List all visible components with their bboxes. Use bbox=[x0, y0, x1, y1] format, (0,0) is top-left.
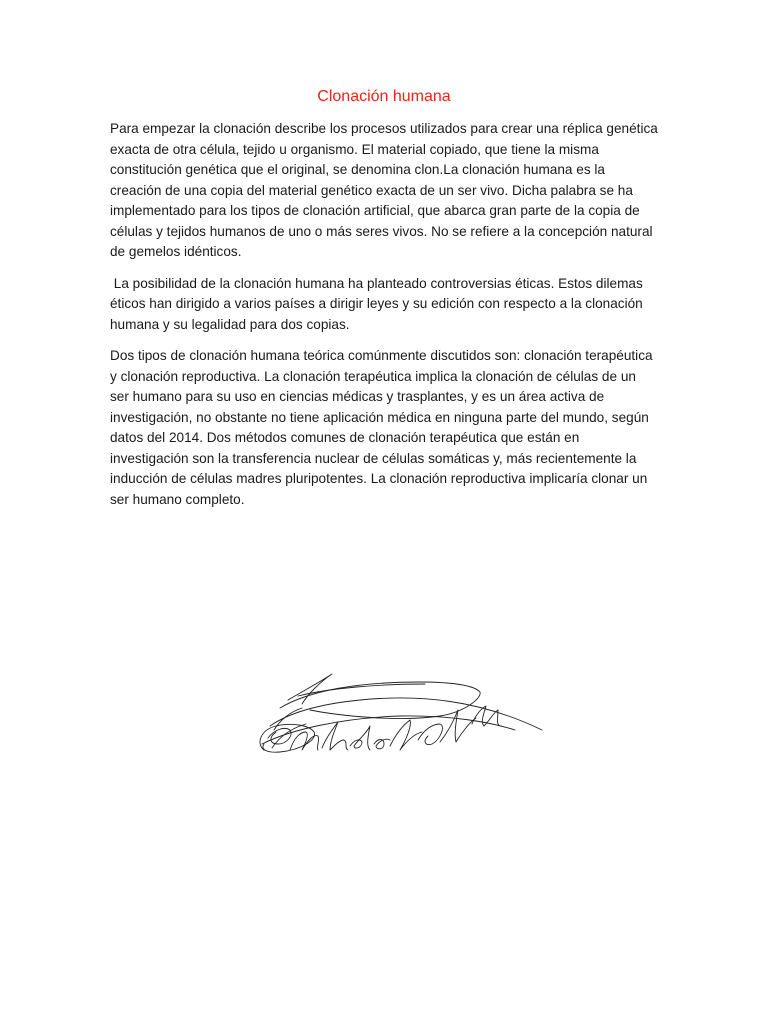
paragraph-3: Dos tipos de clonación humana teórica comúnmente discutidos son: clonación terapéutica y clonación reproductiva. La clonación terapéutica implica la clonación de células de un ser humano para su uso en ciencias médicas y trasplantes, y es un área activa de investigación, no obstante no tiene aplicación médica en ninguna parte del mundo, según datos del 2014. Dos métodos comunes de clonación terapéutica que están en investigación son la transferencia nuclear de células somáticas y, más recientemente la inducción de células madres pluripotentes. La clonación reproductiva implicaría clonar un ser humano completo. bbox=[110, 348, 653, 507]
paragraph-2: La posibilidad de la clonación humana ha planteado controversias éticas. Estos dilemas éticos han dirigido a varios países a dirigir leyes y su edición con respecto a la clonación humana y su legalidad para dos copias. bbox=[110, 275, 647, 332]
document-body bbox=[110, 119, 658, 521]
document-title: Clonación humana bbox=[317, 88, 451, 105]
handwritten-signature bbox=[250, 660, 550, 760]
paragraph-1: Para empezar la clonación describe los procesos utilizados para crear una réplica genética exacta de otra célula, tejido u organismo. El material copiado, que tiene la misma constitución genética que el original, se denomina clon.La clonación humana es la creación de una copia del material genético exacta de un ser vivo. Dicha palabra se ha implementado para los tipos de clonación artificial, que abarca gran parte de la copia de células y tejidos humanos de uno o más seres vivos. No se refiere a la concepción natural de gemelos idénticos. bbox=[110, 121, 658, 259]
